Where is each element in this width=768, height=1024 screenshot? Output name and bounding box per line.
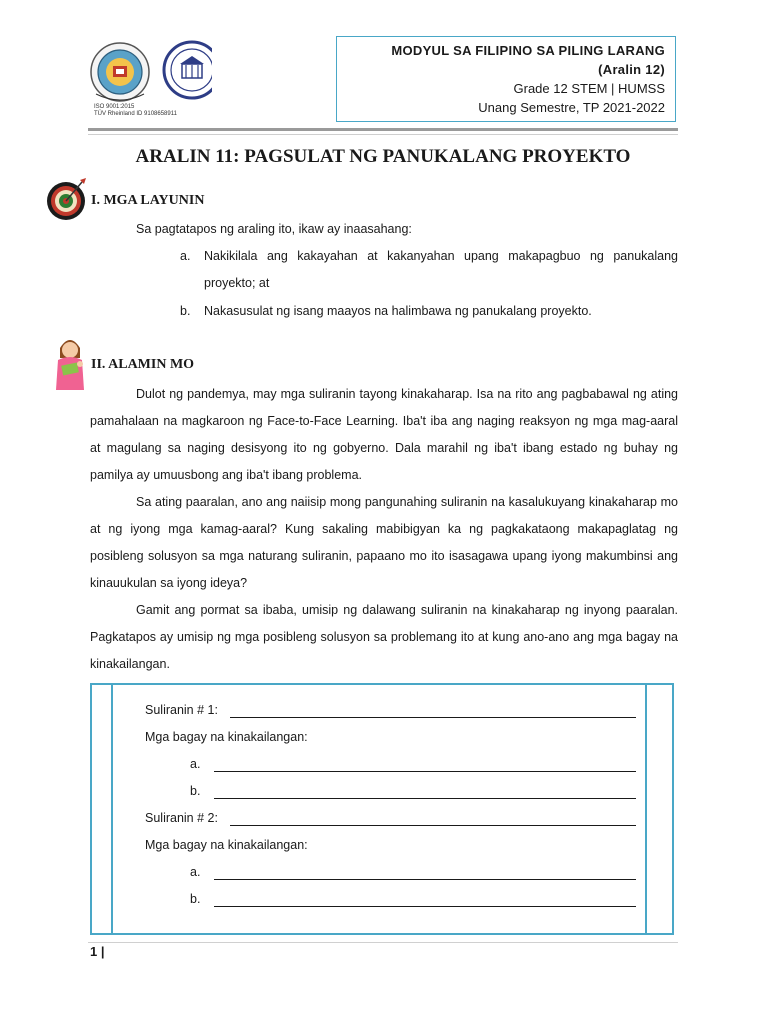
paragraph-2: Sa ating paaralan, ano ang naiisip mong pangunahing suliranin na kasalukuyang kinakaharap mo at ng iyong mga kamag-aaral? Kung sakaling mabibigyan ka ng pagkakataong makapaglatag ng posibleng solusyon sa mga naturang suliranin, papaano mo ito isasagawa upang iyong makumbinsi ang kinauukulan sa iyong ideya?	[90, 495, 678, 590]
problem2-label: Suliranin # 2:	[145, 811, 218, 825]
worksheet-left-bar	[111, 685, 113, 933]
section2-heading: II. ALAMIN MO	[91, 357, 195, 372]
needs1-item-b-letter: b.	[190, 784, 201, 798]
objective-a-line2: proyekto; at	[204, 276, 270, 290]
needs1-item-b-blank[interactable]	[214, 798, 636, 799]
semester-line: Unang Semestre, TP 2021-2022	[478, 100, 665, 115]
needs2-label: Mga bagay na kinakailangan:	[145, 838, 308, 852]
needs2-item-b-blank[interactable]	[214, 906, 636, 907]
worksheet-right-bar	[645, 685, 647, 933]
university-lab-school-logo	[152, 34, 212, 104]
teacher-reading-icon	[52, 334, 88, 392]
needs2-item-a-letter: a.	[190, 865, 201, 879]
header-rule	[88, 128, 678, 131]
page-number: 1 |	[90, 944, 105, 959]
module-title: MODYUL SA FILIPINO SA PILING LARANG	[391, 43, 665, 58]
paragraph-1: Dulot ng pandemya, may mga suliranin tayong kinakaharap. Isa na rito ang pagbabawal ng ating pamahalaan na magkaroon ng Face-to-Face Learning. Iba't iba ang naging reaksyon ng mga mag-aaral at magulang sa naging desisyong ito ng gobyerno. Dala marahil ng iba't ibang estado ng buhay ng pamilya ay umuusbong ang iba't ibang problema.	[90, 387, 678, 482]
section1-heading: I. MGA LAYUNIN	[91, 193, 205, 208]
certification-caption: ISO 9001:2015 TÜV Rheinland ID 9108658911	[94, 104, 177, 117]
needs2-item-b-letter: b.	[190, 892, 201, 906]
objective-b-letter: b.	[180, 304, 191, 318]
paragraph-3: Gamit ang pormat sa ibaba, umisip ng dalawang suliranin na kinakaharap ng inyong paaralan. Pagkatapos ay umisip ng mga posibleng solusyon sa problemang ito at kung ano-ano ang mga bagay na kinakailangan.	[90, 603, 678, 671]
grade-line: Grade 12 STEM | HUMSS	[513, 81, 665, 96]
objective-a-letter: a.	[180, 249, 191, 263]
objective-a-line1: Nakikilala ang kakayahan at kakanyahan upang makapagbuo ng panukalang	[204, 249, 678, 263]
problem1-label: Suliranin # 1:	[145, 703, 218, 717]
dartboard-icon	[46, 176, 88, 224]
lesson-tag: (Aralin 12)	[598, 62, 665, 77]
needs1-label: Mga bagay na kinakailangan:	[145, 730, 308, 744]
module-header-box	[336, 36, 676, 122]
problem1-blank[interactable]	[230, 717, 636, 718]
header-rule-thin	[88, 134, 678, 135]
needs2-item-a-blank[interactable]	[214, 879, 636, 880]
needs1-item-a-blank[interactable]	[214, 771, 636, 772]
worksheet-box	[90, 683, 674, 935]
objectives-intro: Sa pagtatapos ng araling ito, ikaw ay inaasahang:	[136, 222, 412, 236]
problem2-blank[interactable]	[230, 825, 636, 826]
needs1-item-a-letter: a.	[190, 757, 201, 771]
header-logos	[88, 34, 238, 124]
page-title: ARALIN 11: PAGSULAT NG PANUKALANG PROYEKTO	[135, 146, 631, 167]
objective-b-line1: Nakasusulat ng isang maayos na halimbawa ng panukalang proyekto.	[204, 304, 592, 318]
footer-rule	[88, 942, 678, 943]
